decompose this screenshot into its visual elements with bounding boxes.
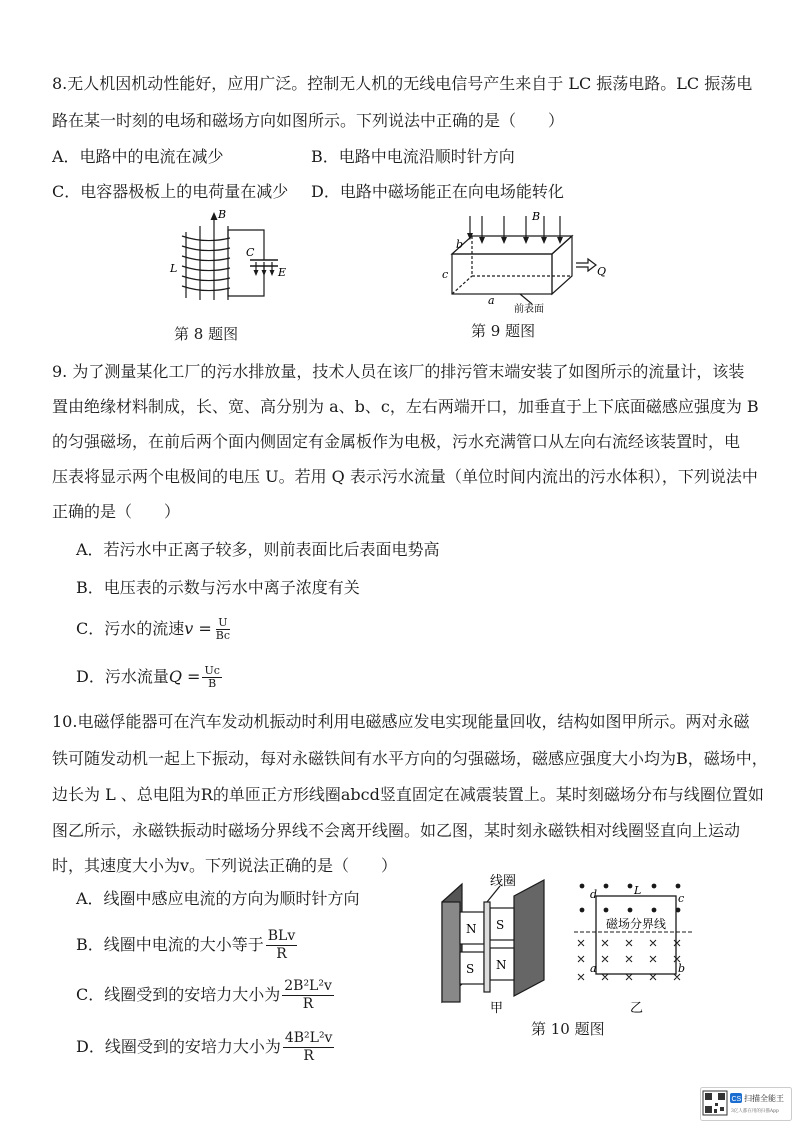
box-front-face: [452, 254, 552, 294]
flow-direction-arrow: [576, 259, 596, 271]
q9-stem-line5: 正确的是（ ）: [52, 502, 181, 521]
fig8-label-e: E: [278, 266, 287, 279]
q10-stem-line1: 10.电磁俘能器可在汽车发动机振动时利用电磁感应发电实现能量回收，结构如图甲所示。两对永磁: [52, 712, 750, 731]
fig9-label-b-field: B: [532, 210, 541, 223]
fig9-label-b: b: [456, 238, 464, 251]
fig10-label-s2: S: [496, 918, 505, 932]
fig10-jia-label: 甲: [490, 1001, 504, 1014]
square-coil: [596, 896, 676, 974]
q8-figure-caption: 第 8 题图: [174, 325, 239, 343]
q10-stem-line5: 时，其速度大小为v。下列说法正确的是（ ）: [52, 856, 398, 875]
q9-figure-caption: 第 9 题图: [471, 322, 536, 340]
q10-stem-line3: 边长为 L 、总电阻为R的单匝正方形线圈abcd竖直固定在减震装置上。某时刻磁场分布与线圈位置如: [52, 785, 764, 804]
q9-option-b: B．电压表的示数与污水中离子浓度有关: [76, 578, 360, 597]
scanner-watermark: [700, 1087, 792, 1121]
q10-figure-caption: 第 10 题图: [531, 1020, 605, 1038]
q8-stem-line1: 8.无人机因机动性能好，应用广泛。控制无人机的无线电信号产生来自于 LC 振荡电路。LC 振荡电: [52, 74, 753, 93]
fig10-yi-label: 乙: [630, 1001, 644, 1016]
q8-option-a: A．电路中的电流在减少: [52, 147, 224, 166]
q8-option-d: D．电路中磁场能正在向电场能转化: [311, 182, 564, 201]
fig9-label-q: Q: [597, 265, 607, 278]
q8-option-c: C．电容器极板上的电荷量在减少: [52, 182, 289, 201]
coil-turn: [182, 236, 230, 241]
fig10-label-b: b: [678, 962, 686, 975]
fig10-coil-label: 线圈: [490, 874, 517, 889]
right-iron-plate: [514, 880, 544, 996]
q10-stem-line4: 图乙所示，永磁铁振动时磁场分界线不会离开线圈。如乙图，某时刻永磁铁相对线圈竖直向上运动: [52, 821, 741, 840]
q8-stem-line2: 路在某一时刻的电场和磁场方向如图所示。下列说法中正确的是（ ）: [52, 111, 565, 130]
q10-figure-yi: [574, 878, 700, 1016]
fig10-label-n1: N: [466, 922, 477, 936]
q9-option-c: C．污水的流速v = $\frac{U}{Bc}$: [76, 616, 231, 642]
fig10-label-c: c: [678, 892, 685, 905]
q10-option-c: C．线圈受到的安培力大小为 $\frac{\text{2B²L²v}}{R}$: [76, 978, 332, 1012]
fig9-label-c: c: [442, 268, 449, 281]
q9-stem-line4: 压表将显示两个电极间的电压 U。若用 Q 表示污水流量（单位时间内流出的污水体积），下列说法中: [52, 467, 758, 486]
q8-lc-circuit-figure: [160, 208, 290, 308]
coil: [484, 902, 490, 992]
q9-option-a: A．若污水中正离子较多，则前表面比后表面电势高: [76, 540, 440, 559]
q9-stem-line2: 置由绝缘材料制成，长、宽、高分别为 a、b、c，左右两端开口，加垂直于上下底面磁感应强度为 B: [52, 397, 759, 416]
q10-option-a: A．线圈中感应电流的方向为顺时针方向: [76, 889, 360, 908]
q9-stem-line1: 9. 为了测量某化工厂的污水排放量，技术人员在该厂的排污管末端安装了如图所示的流量计，该装: [52, 362, 745, 381]
fig8-label-c: C: [246, 246, 255, 259]
fig10-label-n2: N: [496, 958, 507, 972]
front-surface-pointer: [520, 294, 532, 304]
fig10-boundary-label: 磁场分界线: [606, 917, 667, 931]
q9-flowmeter-figure: [440, 208, 610, 313]
q9-stem-line3: 的匀强磁场，在前后两个面内侧固定有金属板作为电极，污水充满管口从左向右流经该装置时，电: [52, 432, 741, 451]
q10-option-d: D．线圈受到的安培力大小为 $\frac{\text{4B²L²v}}{R}$: [76, 1030, 333, 1064]
fig10-label-s1: S: [466, 962, 475, 976]
fig10-label-d: d: [590, 888, 598, 901]
q10-option-b: B．线圈中电流的大小等于 $\frac{\text{BLv}}{R}$: [76, 928, 296, 962]
stamp-title: 扫描全能王: [744, 1094, 784, 1103]
q9-option-d: D．污水流量Q = $\frac{Uc}{B}$: [76, 664, 220, 690]
stamp-subtitle: 3亿人都在用的扫描App: [731, 1109, 779, 1114]
fig10-label-a: a: [590, 962, 597, 975]
fig8-label-b: B: [218, 208, 227, 221]
svg-text:CS: CS: [731, 1096, 742, 1103]
q10-figure-jia: [440, 872, 570, 1014]
fig9-label-front-surface: 前表面: [514, 304, 544, 313]
fig10-label-l: L: [634, 884, 642, 897]
fig8-label-l: L: [170, 262, 178, 275]
fig9-label-a: a: [488, 294, 495, 307]
q8-option-b: B．电路中电流沿顺时针方向: [311, 147, 515, 166]
q10-stem-line2: 铁可随发动机一起上下振动，每对永磁铁间有水平方向的匀强磁场，磁感应强度大小均为B，磁场中，: [52, 749, 768, 768]
box-right-face: [552, 236, 572, 294]
